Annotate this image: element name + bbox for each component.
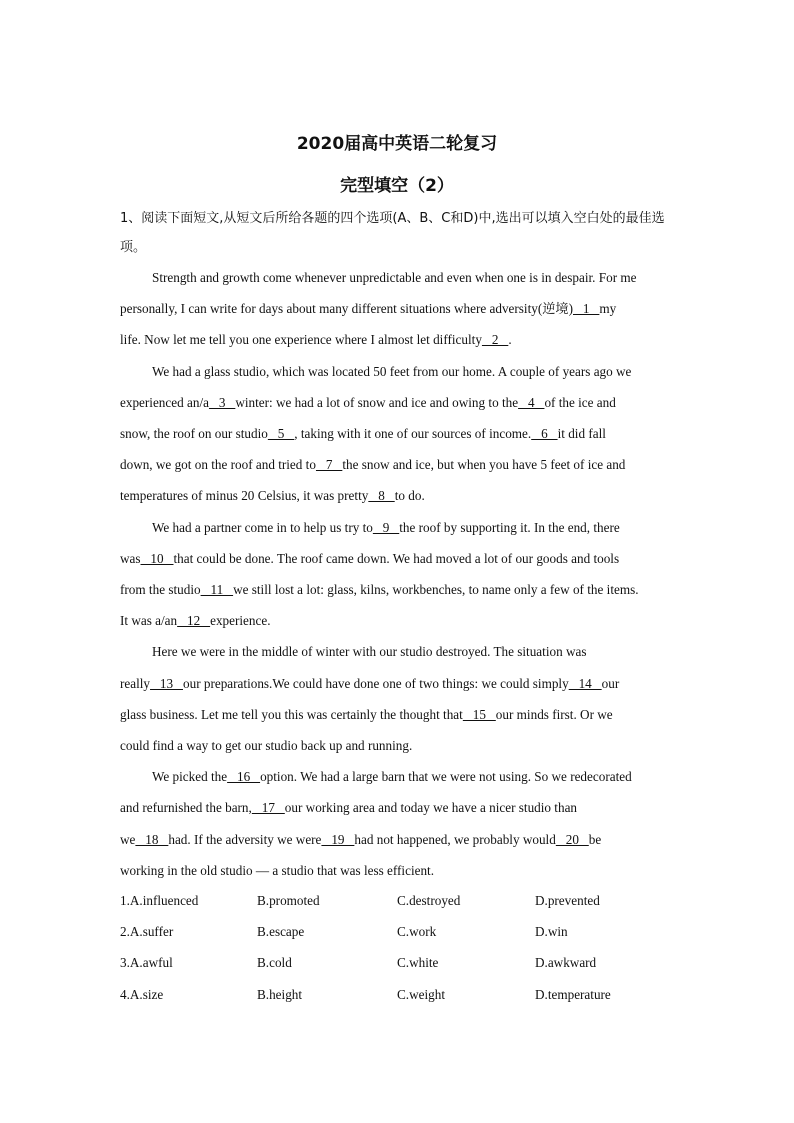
passage-line: [120, 831, 680, 849]
option-3c: C.white: [397, 955, 439, 970]
passage-text: to do.: [394, 488, 425, 503]
blank-10: 10: [140, 551, 174, 566]
passage-line: [120, 519, 680, 537]
option-1b: B.promoted: [257, 893, 320, 908]
passage-text: it did fall: [557, 426, 606, 441]
option-row-4: [120, 987, 680, 1005]
passage-text: from the studio: [120, 582, 201, 597]
blank-15: 15: [462, 707, 496, 722]
passage-text: of the ice and: [544, 395, 616, 410]
blank-11: 11: [200, 582, 234, 597]
blank-20: 20: [555, 832, 589, 847]
blank-17: 17: [251, 800, 285, 815]
blank-3: 3: [208, 395, 236, 410]
passage-line: [120, 737, 680, 755]
passage-text: the snow and ice, but when you have 5 feet of ice and: [342, 457, 626, 472]
blank-19: 19: [321, 832, 355, 847]
passage-line: [120, 581, 680, 599]
passage-line: [120, 269, 680, 287]
blank-6: 6: [531, 426, 558, 441]
passage-text: snow, the roof on our studio: [120, 426, 268, 441]
passage-text: had. If the adversity we were: [168, 832, 322, 847]
passage-text: life. Now let me tell you one experience where I almost let difficulty: [120, 332, 482, 347]
passage-text: our minds first. Or we: [495, 707, 613, 722]
passage-text: , taking with it one of our sources of income.: [294, 426, 532, 441]
option-4a: 4.A.size: [120, 987, 164, 1002]
passage-line: [120, 675, 680, 693]
passage-text: our preparations.We could have done one of two things: we could simply: [183, 676, 569, 691]
passage-text: could find a way to get our studio back up and running.: [120, 738, 413, 753]
blank-18: 18: [135, 832, 169, 847]
option-4d: D.temperature: [535, 987, 611, 1002]
passage-line: [120, 456, 680, 474]
option-4b: B.height: [257, 987, 303, 1002]
instruction-text: 1、阅读下面短文,从短文后所给各题的四个选项(A、B、C和D)中,选出可以填入空白处的最佳选项。: [120, 211, 665, 255]
passage-line: [120, 768, 680, 786]
option-2d: D.win: [535, 924, 568, 939]
blank-5: 5: [267, 426, 295, 441]
blank-13: 13: [150, 676, 183, 691]
blank-16: 16: [227, 769, 261, 784]
passage-text: It was a/an: [120, 613, 178, 628]
document-title: 2020届高中英语二轮复习: [296, 134, 498, 154]
passage-line: [120, 394, 680, 412]
passage-line: [120, 487, 680, 505]
passage-text: We picked the: [152, 769, 228, 784]
passage-text: .: [508, 332, 512, 347]
blank-8: 8: [368, 488, 395, 503]
blank-4: 4: [518, 395, 545, 410]
option-row-1: [120, 893, 680, 911]
option-2b: B.escape: [257, 924, 305, 939]
document-subtitle: 完型填空（2）: [340, 176, 454, 196]
passage-text: experienced an/a: [120, 395, 209, 410]
blank-1: 1: [573, 301, 600, 316]
passage-text: Here we were in the middle of winter with our studio destroyed. The situation was: [152, 644, 587, 659]
passage-text: glass business. Let me tell you this was certainly the thought that: [120, 707, 463, 722]
passage-line: [120, 331, 680, 349]
passage-line: [120, 363, 680, 381]
option-2c: C.work: [397, 924, 437, 939]
passage-line: [120, 612, 680, 630]
passage-text: we: [120, 832, 136, 847]
passage-text: was: [120, 551, 141, 566]
passage-text: our working area and today we have a nicer studio than: [284, 800, 578, 815]
passage-text: be: [588, 832, 602, 847]
passage-line: [120, 706, 680, 724]
passage-text: our: [601, 676, 620, 691]
passage-line: [120, 862, 680, 880]
option-3d: D.awkward: [535, 955, 597, 970]
passage-text: that could be done. The roof came down. We had moved a lot of our goods and tools: [173, 551, 620, 566]
passage-text: my: [599, 301, 617, 316]
blank-12: 12: [177, 613, 211, 628]
option-1d: D.prevented: [535, 893, 600, 908]
passage-text: we still lost a lot: glass, kilns, workbenches, to name only a few of the items.: [233, 582, 639, 597]
option-row-3: [120, 955, 680, 973]
option-3a: 3.A.awful: [120, 955, 173, 970]
passage-text: had not happened, we probably would: [354, 832, 556, 847]
passage-text: really: [120, 676, 151, 691]
passage-text: We had a partner come in to help us try to: [152, 520, 373, 535]
passage-text: We had a glass studio, which was located 50 feet from our home. A couple of years ago we: [152, 364, 632, 379]
passage-text: temperatures of minus 20 Celsius, it was pretty: [120, 488, 369, 503]
passage-text: personally, I can write for days about many different situations where adversity(逆境): [120, 301, 573, 316]
blank-14: 14: [568, 676, 602, 691]
option-4c: C.weight: [397, 987, 445, 1002]
passage-text: experience.: [210, 613, 271, 628]
blank-9: 9: [372, 520, 400, 535]
option-2a: 2.A.suffer: [120, 924, 174, 939]
passage-line: [120, 799, 680, 817]
option-1a: 1.A.influenced: [120, 893, 199, 908]
option-1c: C.destroyed: [397, 893, 461, 908]
option-3b: B.cold: [257, 955, 292, 970]
passage-text: winter: we had a lot of snow and ice and owing to the: [235, 395, 519, 410]
passage-text: down, we got on the roof and tried to: [120, 457, 316, 472]
passage-line: [120, 425, 680, 443]
option-row-2: [120, 924, 680, 942]
blank-2: 2: [481, 332, 509, 347]
passage-text: Strength and growth come whenever unpredictable and even when one is in despair. For me: [152, 270, 637, 285]
passage-line: [120, 550, 680, 568]
passage-line: [120, 643, 680, 661]
passage-text: working in the old studio — a studio that was less efficient.: [120, 863, 435, 878]
passage-line: [120, 300, 680, 318]
passage-text: option. We had a large barn that we were not using. So we redecorated: [260, 769, 632, 784]
blank-7: 7: [315, 457, 343, 472]
passage-text: the roof by supporting it. In the end, there: [399, 520, 620, 535]
passage-text: and refurnished the barn,: [120, 800, 252, 815]
